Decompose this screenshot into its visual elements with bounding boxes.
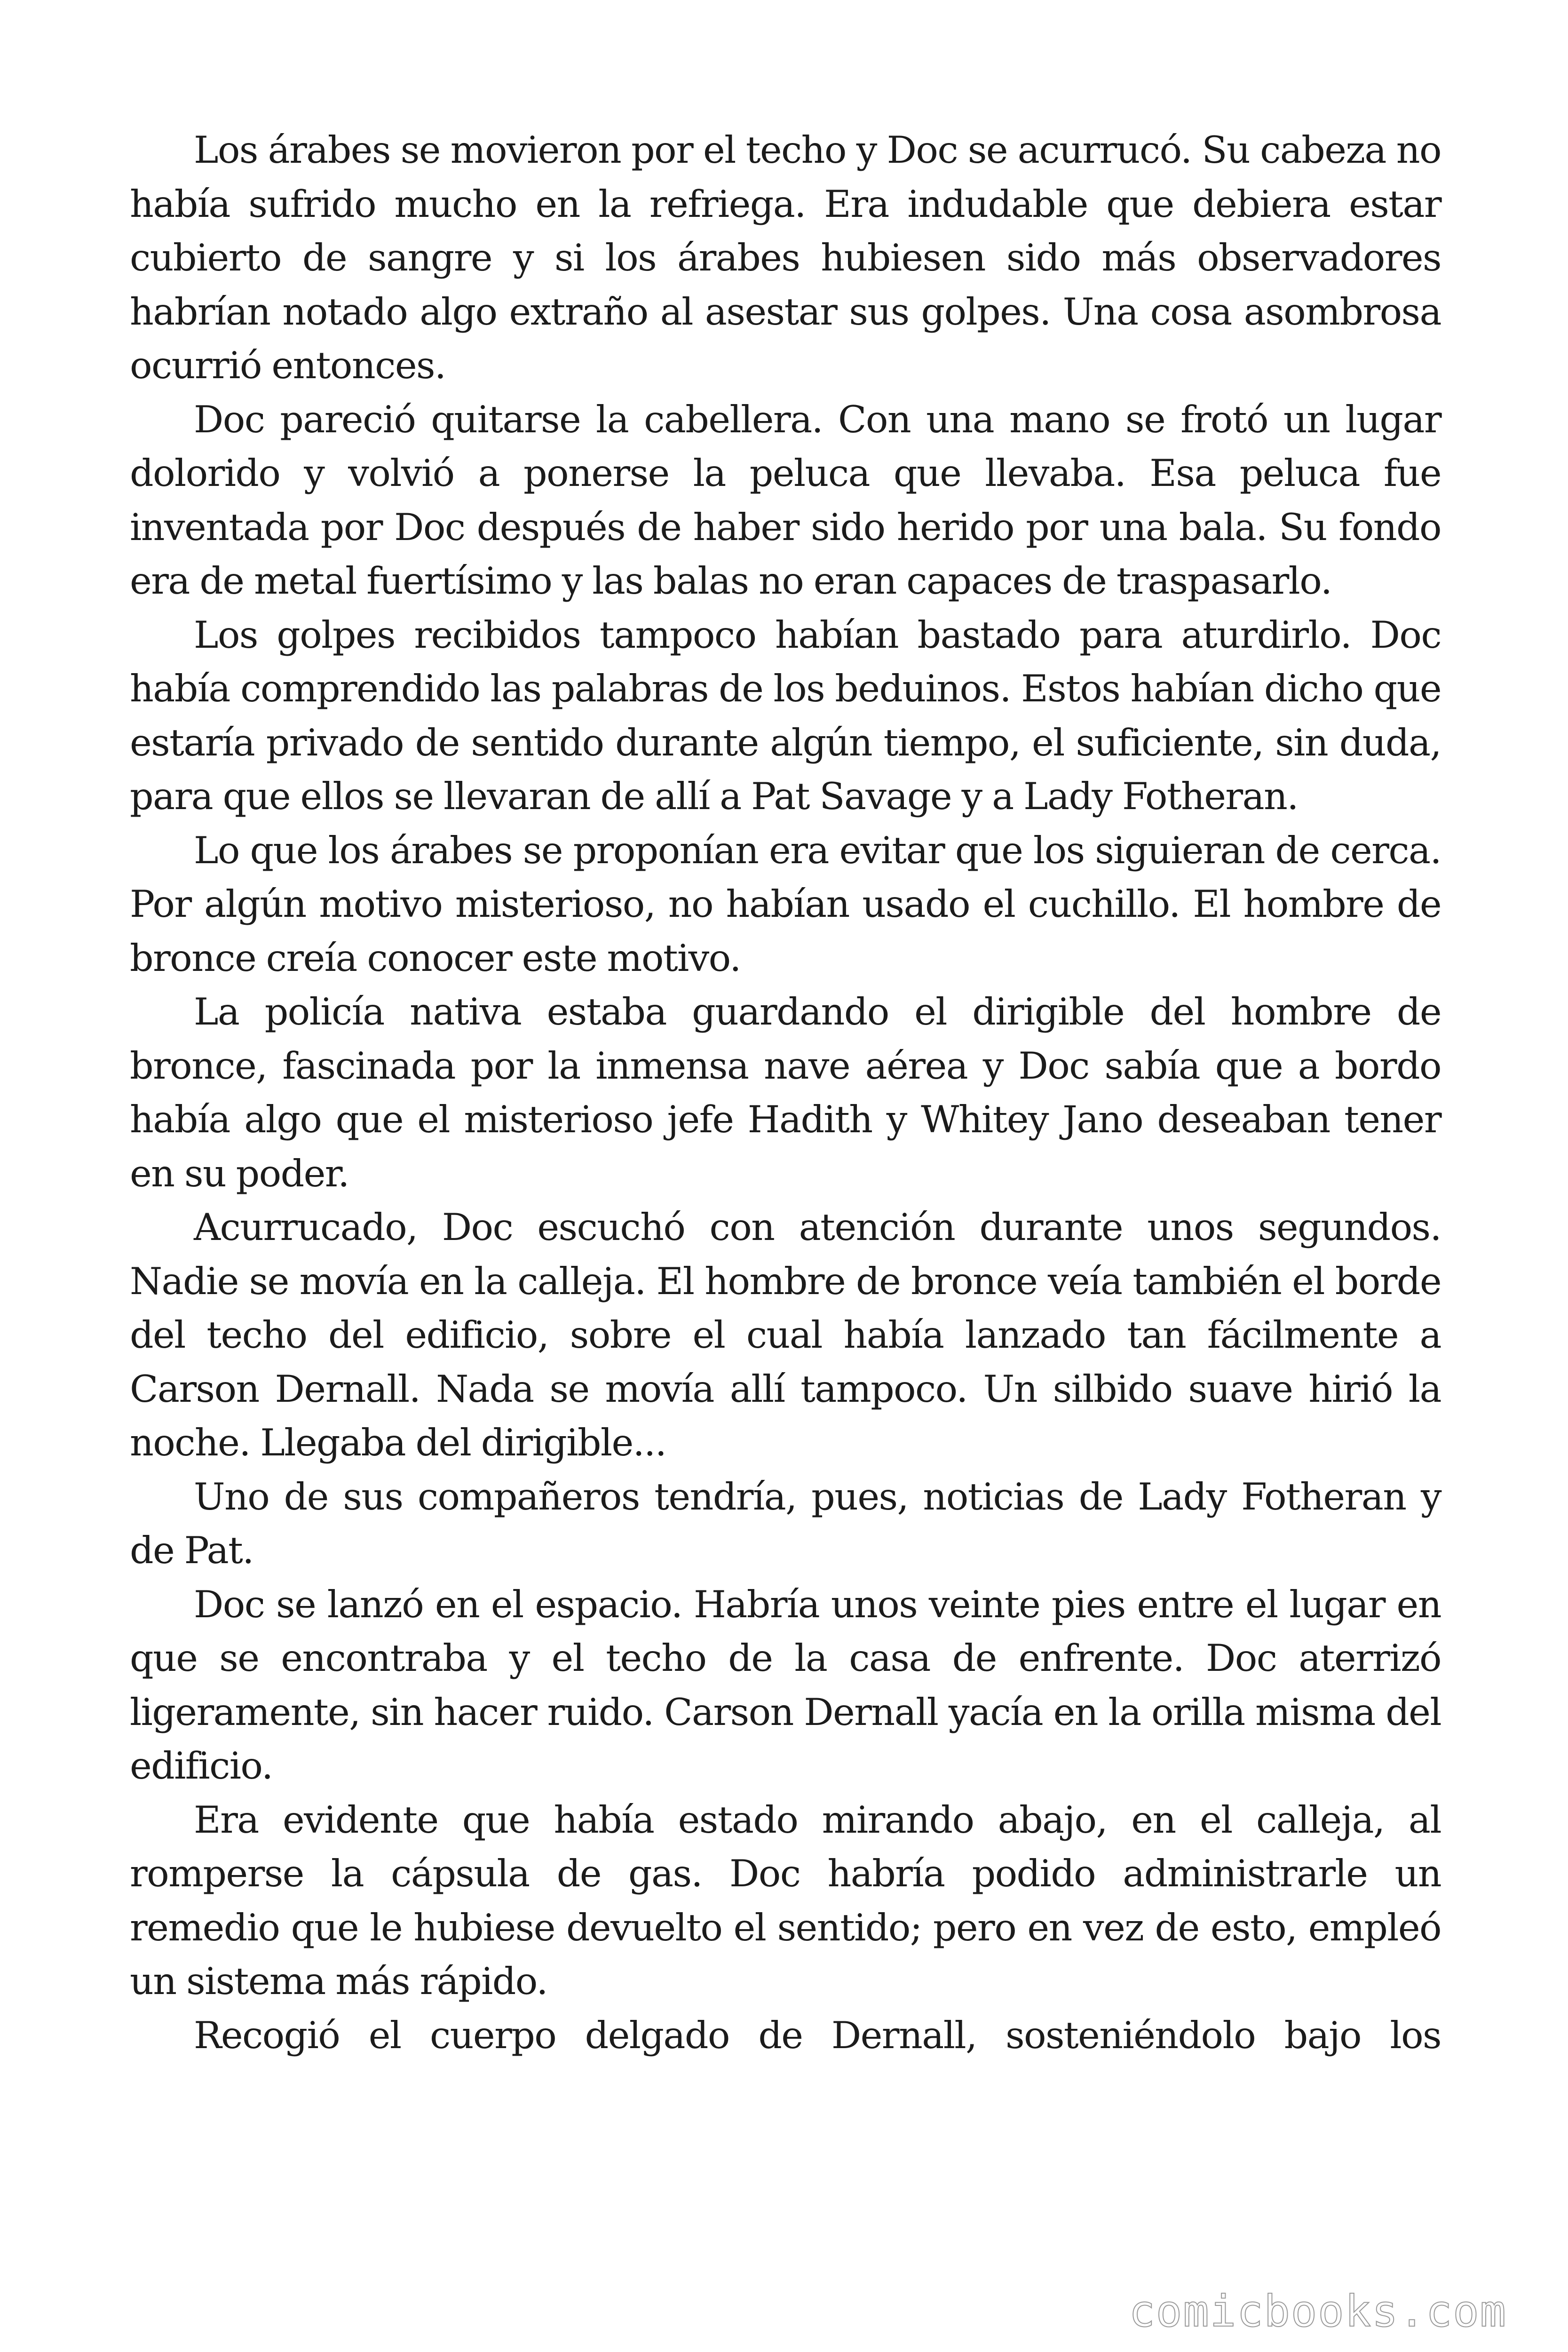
paragraph: Acurrucado, Doc escuchó con atención durante unos segundos. Nadie se movía en la calleja. El hombre de bronce veía también el borde del techo del edificio, sobre el cual había lanzado tan fácilmente a Carson Dernall. Nada se movía allí tampoco. Un silbido suave hirió la noche. Llegaba del dirigible... xyxy=(130,1206,1441,1464)
paragraph: Doc pareció quitarse la cabellera. Con una mano se frotó un lugar dolorido y volvió a ponerse la peluca que llevaba. Esa peluca fue inventada por Doc después de haber sido herido por una bala. Su fondo era de metal fuertísimo y las balas no eran capaces de traspasarlo. xyxy=(130,397,1441,603)
paragraph: La policía nativa estaba guardando el dirigible del hombre de bronce, fascinada por la inmensa nave aérea y Doc sabía que a bordo había algo que el misterioso jefe Hadith y Whitey Jano deseaban tener en su poder. xyxy=(130,990,1441,1195)
paragraph: Lo que los árabes se proponían era evitar que los siguieran de cerca. Por algún motivo misterioso, no habían usado el cuchillo. El hombre de bronce creía conocer este motivo. xyxy=(130,828,1441,980)
paragraph: Doc se lanzó en el espacio. Habría unos veinte pies entre el lugar en que se encontraba y el techo de la casa de enfrente. Doc aterrizó ligeramente, sin hacer ruido. Carson Dernall yacía en la orilla misma del edificio. xyxy=(130,1582,1441,1788)
watermark: comicbooks.com xyxy=(1129,2286,1507,2336)
paragraph: Los golpes recibidos tampoco habían bastado para aturdirlo. Doc había comprendido las palabras de los beduinos. Estos habían dicho que estaría privado de sentido durante algún tiempo, el suficiente, sin duda, para que ellos se llevaran de allí a Pat Savage y a Lady Fotheran. xyxy=(130,613,1441,818)
paragraph-continued: Recogió el cuerpo delgado de Dernall, sosteniéndolo bajo los xyxy=(194,2013,1441,2057)
page-body-text xyxy=(130,123,1441,2062)
paragraph: Uno de sus compañeros tendría, pues, noticias de Lady Fotheran y de Pat. xyxy=(130,1475,1441,1572)
paragraph: Era evidente que había estado mirando abajo, en el calleja, al romperse la cápsula de gas. Doc habría podido administrarle un remedio que le hubiese devuelto el sentido; pero en vez de esto, empleó un sistema más rápido. xyxy=(130,1798,1441,2003)
paragraph: Los árabes se movieron por el techo y Doc se acurrucó. Su cabeza no había sufrido mucho en la refriega. Era indudable que debiera estar cubierto de sangre y si los árabes hubiesen sido más observadores habrían notado algo extraño al asestar sus golpes. Una cosa asombrosa ocurrió entonces. xyxy=(130,128,1441,387)
